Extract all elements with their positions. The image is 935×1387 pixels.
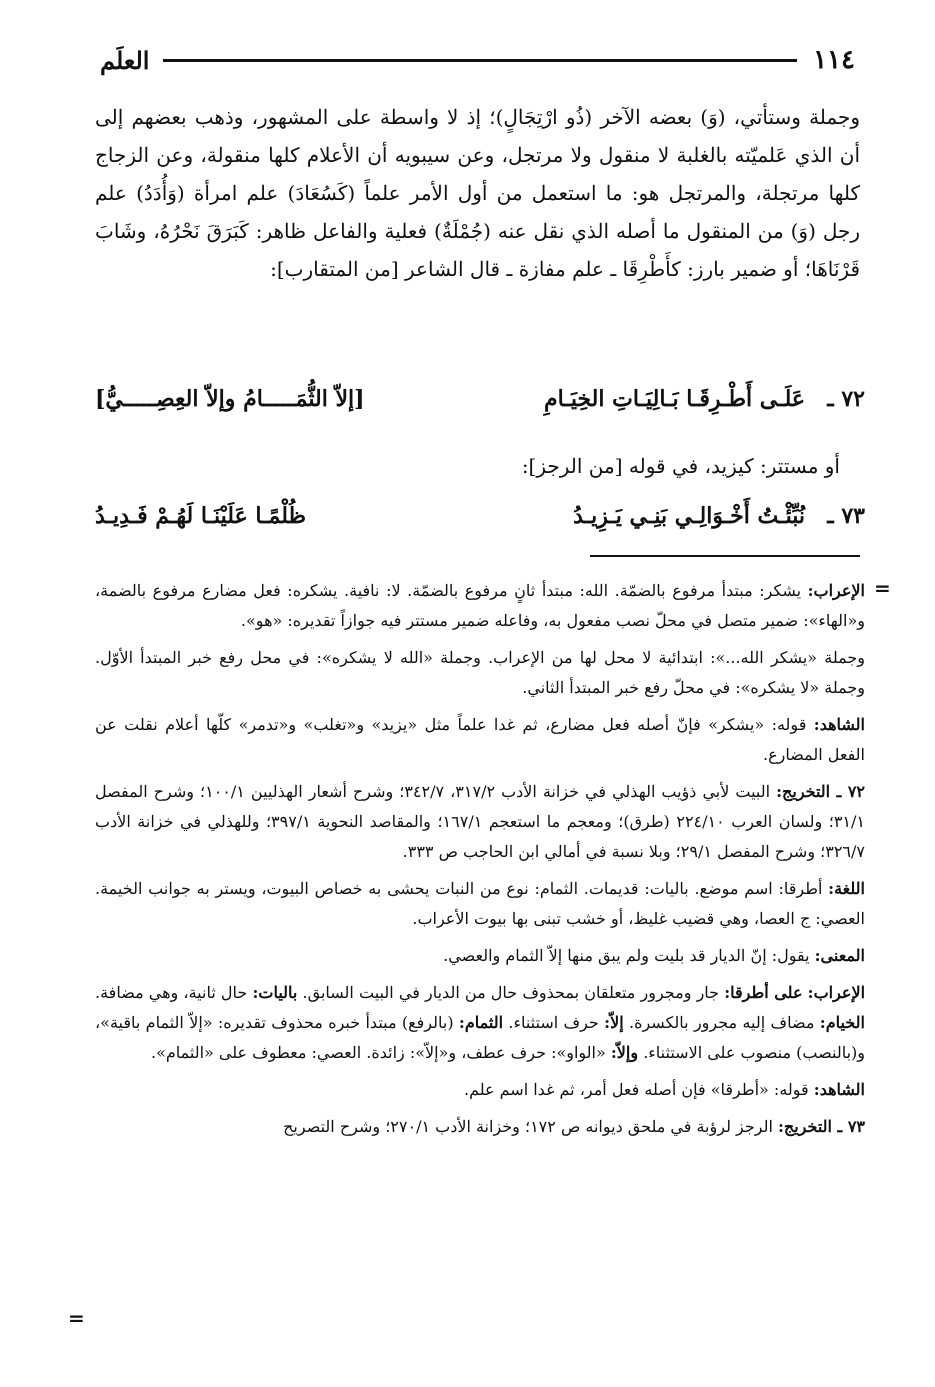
note-keyword: إلاّ: [604, 1013, 624, 1032]
note-label: ٧٢ ـ التخريج: [776, 782, 866, 801]
main-text [95, 98, 860, 288]
note-text: حال ثانية، وهي مضافة. [95, 983, 248, 1002]
note-text: قوله: «أطرقا» فإن أصله فعل أمر، ثم غدا اسم علم. [463, 1080, 809, 1099]
note-keyword: الثمام: [458, 1013, 504, 1032]
note-text: «الواو»: حرف عطف، و«إلاّ»: زائدة. العصي: معطوف على «الثمام». [150, 1043, 606, 1062]
note-takhrij-73 [95, 1112, 865, 1142]
note-keyword: على أطرقا: [724, 983, 803, 1002]
verse-72-hemistich-2: [إلاّ الثُّمَـــــامُ وإلاّ العِصِـــــيُّ] [95, 386, 365, 412]
note-label: اللغة: [828, 879, 865, 898]
note-shahid-2 [95, 1075, 865, 1105]
note-label: الشاهد: [813, 715, 865, 734]
note-keyword: باليات: [252, 983, 298, 1002]
note-jumla [95, 643, 865, 703]
verse-73-hemistich-2: ظُلْمًـا عَلَيْنَـا لَهُـمْ فَـدِيـدُ [95, 503, 307, 529]
verse-73-hemistich-1: نُبِّئْـتُ أَخْـوَالِـي بَنِـي يَـزِيـدُ [573, 503, 805, 529]
note-takhrij-72 [95, 777, 865, 867]
note-text: وجملة «يشكر الله...»: ابتدائية لا محل لها من الإعراب. وجملة «الله لا يشكره»: في محل رفع خبر المبتدأ الأوّل. وجملة «لا يشكره»: في محلّ رفع خبر المبتدأ الثاني. [95, 648, 865, 697]
note-irab-2 [95, 978, 865, 1068]
verse-72-hemistich-1: عَلَـى أَطْـرِقَـا بَـالِيَـاتِ الخِيَـامِ [544, 386, 805, 412]
note-text: يشكر: مبتدأ مرفوع بالضمّة. الله: مبتدأ ثانٍ مرفوع بالضمّة. لا: نافية. يشكره: فعل مضارع مرفوع بالضمة، و«الهاء»: ضمير متصل في محلّ نصب مفعول به، وفاعله ضمير مستتر فيه جوازاً تقديره: «هو». [95, 581, 865, 630]
footnotes [95, 576, 865, 1149]
continuation-mark-top: = [874, 576, 891, 600]
note-keyword: الخيام: [819, 1013, 865, 1032]
note-text: (بالرفع) مبتدأ خبره محذوف تقديره: «إلاّ الثمام باقية»، و(بالنصب) منصوب على الاستثناء. [95, 1013, 865, 1062]
note-text: يقول: إنّ الديار قد بليت ولم يبق منها إلاّ الثمام والعصي. [443, 946, 810, 965]
note-keyword: وإلاّ: [610, 1043, 639, 1062]
continuation-mark-bottom: = [68, 1306, 85, 1330]
note-label: المعنى: [814, 946, 865, 965]
note-text: الرجز لرؤبة في ملحق ديوانه ص ١٧٢؛ وخزانة الأدب ٢٧٠/١؛ وشرح التصريح [283, 1117, 773, 1136]
between-verses-line: أو مستتر: كيزيد، في قوله [من الرجز]: [521, 454, 840, 478]
main-paragraph: وجملة وستأتي، (وَ) بعضه الآخر (ذُو ارْتِجَالٍ)؛ إذ لا واسطة على المشهور، وذهب بعضهم إلى أن الذي عَلميّته بالغلبة لا منقول ولا مرتجل، وعن سيبويه أن الأعلام كلها منقولة، وعن الزجاج كلها مرتجلة، والمرتجل هو: ما استعمل من أول الأمر علماً (كَسُعَادَ) علم امرأة (وَأُدَدُ) علم رجل (وَ) من المنقول ما أصله الذي نقل عنه (جُمْلَةٌ) فعلية والفاعل ظاهر: كَبَرَقَ نَحْرُهُ، وشَابَ قَرْنَاهَا؛ أو ضمير بارز: كأَطْرِقَا ـ علم مفازة ـ قال الشاعر [من المتقارب]: [95, 105, 860, 281]
verse-73-number: ٧٣ ـ [827, 503, 865, 529]
note-text: جار ومجرور متعلقان بمحذوف حال من الديار في البيت السابق. [302, 983, 720, 1002]
page-header [100, 40, 855, 80]
header-rule [163, 59, 797, 62]
footnote-divider [590, 555, 860, 557]
verse-73 [95, 503, 865, 543]
chapter-title: العلَم [100, 45, 150, 75]
note-text: البيت لأبي ذؤيب الهذلي في خزانة الأدب ٣١٧/٢، ٣٤٢/٧؛ وشرح أشعار الهذليين ١٠٠/١؛ وشرح المفصل ٣١/١؛ ولسان العرب ٢٢٤/١٠ (طرق)؛ ومعجم ما استعجم ١٦٧/١؛ والمقاصد النحوية ٣٩٧/١؛ وللهذلي في خزانة الأدب ٣٢٦/٧؛ وشرح المفصل ٢٩/١؛ وبلا نسبة في أمالي ابن الحاجب ص ٣٣٣. [95, 782, 865, 861]
verse-72 [95, 386, 865, 426]
note-label: الإعراب: [807, 983, 866, 1002]
note-mana [95, 941, 865, 971]
verse-72-number: ٧٢ ـ [827, 386, 865, 412]
note-text: حرف استثناء. [508, 1013, 599, 1032]
note-label: الشاهد: [813, 1080, 865, 1099]
note-label: الإعراب: [807, 581, 865, 600]
note-text: مضاف إليه مجرور بالكسرة. [629, 1013, 815, 1032]
note-text: أطرقا: اسم موضع. باليات: قديمات. الثمام: نوع من النبات يحشى به خصاص البيوت، ويستر به جوانب الخيمة. العصي: ج العصا، وهي قضيب غليظ، أو خشب تبنى بها بيوت الأعراب. [95, 879, 865, 928]
note-lugha [95, 874, 865, 934]
note-label: ٧٣ ـ التخريج: [777, 1117, 865, 1136]
note-shahid-1 [95, 710, 865, 770]
page-number: ١١٤ [813, 45, 855, 75]
note-text: قوله: «يشكر» فإنّ أصله فعل مضارع، ثم غدا علماً مثل «يزيد» و«تغلب» و«تدمر» كلّها أعلام نقلت عن الفعل المضارع. [95, 715, 865, 764]
note-irab-1 [95, 576, 865, 636]
